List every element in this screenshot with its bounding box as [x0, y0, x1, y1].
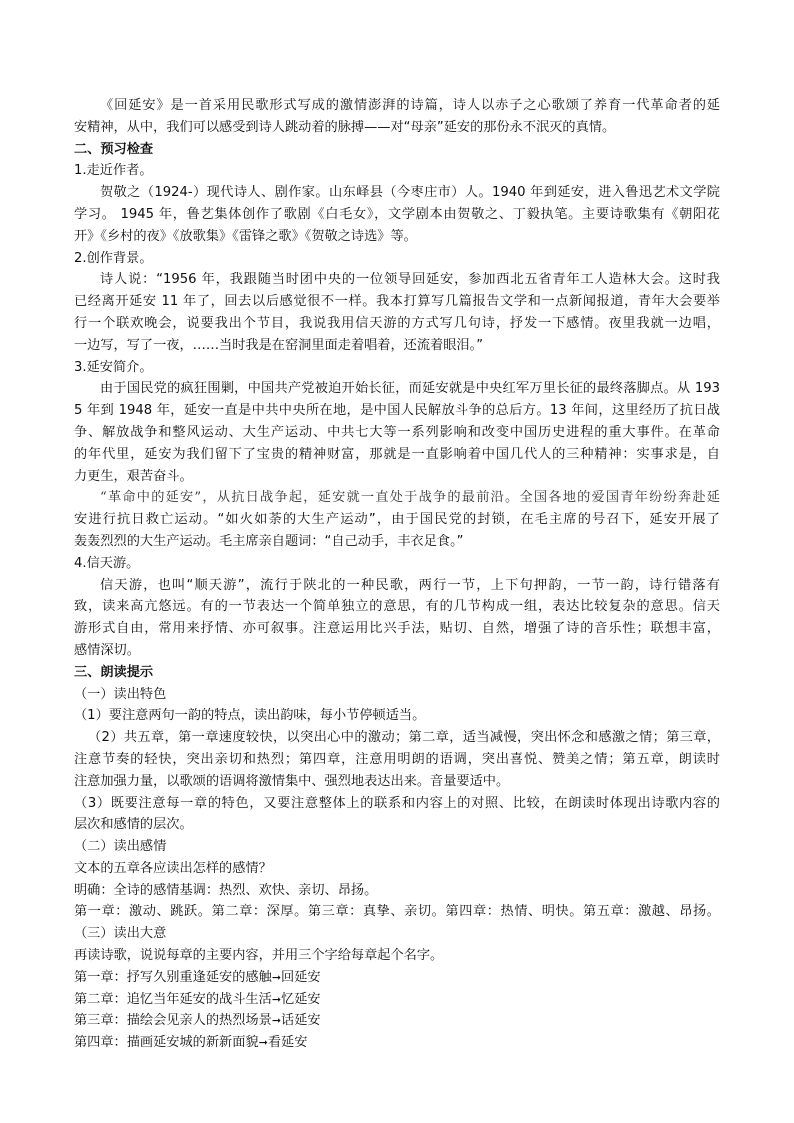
- background-line-3: 行一个联欢晚会，说要我出个节目，我说我用信天游的方式写几句诗，抒发一下感情。夜里我就一边唱，: [74, 315, 720, 331]
- background-line-1: 诗人说：“1956 年，我跟随当时团中央的一位领导回延安，参加西北五省青年工人造林大会。这时我: [100, 272, 720, 288]
- chapter-4-summary: [74, 1032, 720, 1054]
- yanan-line-4: 的年代里，延安为我们留下了宝贵的精神财富，那就是一直影响着中国几代人的三种精神：实事求是，自: [74, 446, 720, 462]
- background-line-2: 已经离开延安 11 年了，回去以后感觉很不一样。我本打算写几篇报告文学和一点新闻报道，青年大会要举: [74, 294, 720, 310]
- yanan-line-3: 争、解放战争和整风运动、大生产运动、中共七大等一系列影响和改变中国历史进程的重大事件。在革命: [74, 424, 720, 440]
- yanan-line-7: 安进行抗日救亡运动。“如火如荼的大生产运动”，由于国民党的封锁，在毛主席的号召下，延安开展了: [74, 512, 720, 528]
- arrow-icon: ➞: [271, 1014, 282, 1028]
- chapter-4-content: 第四章：描画延安城的新新面貌: [74, 1035, 259, 1051]
- yanan-line-8: 轰轰烈烈的大生产运动。毛主席亲自题词：“自己动手，丰衣足食。”: [74, 533, 464, 549]
- meaning-instruction: 再读诗歌，说说每章的主要内容，并用三个字给每章起个名字。: [74, 948, 444, 964]
- chapter-3-content: 第三章：描绘会见亲人的热烈场景: [74, 1013, 272, 1029]
- chapter-1-title: 回延安: [281, 969, 321, 985]
- emotion-chapters: 第一章：激动、跳跃。第二章：深厚。第三章：真挚、亲切。第四章：热情、明快。第五章：激越、昂扬。: [74, 904, 720, 920]
- yanan-line-1: 由于国民党的疯狂围剿，中国共产党被迫开始长征，而延安就是中央红军万里长征的最终落脚点。从 193: [100, 381, 720, 397]
- subheading-author: 1.走近作者。: [74, 163, 153, 179]
- yanan-line-2: 5 年到 1948 年，延安一直是中共中央所在地，是中国人民解放斗争的总后方。13 年间，这里经历了抗日战: [74, 403, 720, 419]
- chapter-1-summary: [74, 967, 720, 989]
- tip-3-line-2: 层次和感情的层次。: [74, 817, 193, 833]
- tip-2-line-1: （2）共五章，第一章速度较快，以突出心中的激动；第二章，适当减慢，突出怀念和感激之情；第三章，: [88, 730, 720, 746]
- subheading-meaning: （三）读出大意: [74, 926, 167, 942]
- arrow-icon: ➞: [271, 992, 282, 1006]
- author-line-3: 开》《乡村的夜》《放歌集》《雷锋之歌》《贺敬之诗选》等。: [74, 228, 417, 244]
- xintianyou-line-3: 游形式自由，常用来抒情、亦可叙事。注意运用比兴手法，贴切、自然，增强了诗的音乐性；联想丰富，: [74, 621, 720, 637]
- chapter-4-title: 看延安: [267, 1035, 308, 1051]
- section-heading-reading-tips: 三、朗读提示: [74, 664, 154, 680]
- emotion-answer: 明确：全诗的感情基调：热烈、欢快、亲切、昂扬。: [74, 882, 378, 898]
- tip-3-line-1: （3）既要注意每一章的特色，又要注意整体上的联系和内容上的对照、比较，在朗读时体现出诗歌内容的: [74, 795, 720, 811]
- document-page: [74, 95, 720, 1054]
- yanan-line-5: 力更生，艰苦奋斗。: [74, 468, 193, 484]
- background-line-4: 一边写，写了一夜，……当时我是在窑洞里面走着唱着，还流着眼泪。”: [74, 337, 484, 353]
- tip-2-line-3: 注意加强力量，以歌颂的语调将激情集中、强烈地表达出来。音量要适中。: [74, 773, 510, 789]
- emotion-question: 文本的五章各应读出怎样的感情？: [74, 860, 272, 876]
- xintianyou-line-2: 致，读来高亢悠远。有的一节表达一个简单独立的意思，有的几节构成一组，表达比较复杂的意思。信天: [74, 599, 720, 615]
- arrow-icon: ➞: [271, 970, 282, 984]
- subheading-background: 2.创作背景。: [74, 250, 153, 266]
- chapter-3-summary: [74, 1010, 720, 1032]
- subheading-features: （一）读出特色: [74, 686, 167, 702]
- yanan-line-6: “革命中的延安”，从抗日战争起，延安就一直处于战争的最前沿。全国各地的爱国青年纷纷奔赴延: [100, 490, 720, 506]
- xintianyou-line-4: 感情深切。: [74, 642, 140, 658]
- tip-2-line-2: 注意节奏的轻快，突出亲切和热烈；第四章，注意用明朗的语调，突出喜悦、赞美之情；第五章，朗读时: [74, 751, 720, 767]
- arrow-icon: ➞: [258, 1036, 268, 1050]
- author-line-2: 学习。 1945 年，鲁艺集体创作了歌剧《白毛女》，文学剧本由贺敬之、丁毅执笔。主要诗歌集有《朝阳花: [74, 206, 720, 222]
- intro-line-1: 《回延安》是一首采用民歌形式写成的激情澎湃的诗篇，诗人以赤子之心歌颂了养育一代革命者的延: [100, 98, 720, 113]
- subheading-xintianyou: 4.信天游。: [74, 555, 140, 571]
- intro-line-2: 安精神，从中，我们可以感受到诗人跳动着的脉搏——对“母亲”延安的那份永不泯灭的真情。: [74, 119, 616, 135]
- subheading-yanan-intro: 3.延安简介。: [74, 359, 153, 375]
- section-heading-preview-check: 二、预习检查: [74, 141, 154, 157]
- xintianyou-line-1: 信天游，也叫“顺天游”，流行于陕北的一种民歌，两行一节，上下句押韵，一节一韵，诗行错落有: [100, 577, 720, 593]
- chapter-3-title: 话延安: [281, 1013, 321, 1029]
- chapter-2-title: 忆延安: [281, 991, 321, 1007]
- tip-1: （1）要注意两句一韵的特点，读出韵味，每小节停顿适当。: [74, 708, 426, 724]
- chapter-2-summary: [74, 989, 720, 1011]
- author-line-1: 贺敬之（1924-）现代诗人、剧作家。山东峄县（今枣庄市）人。1940 年到延安，进入鲁迅艺术文学院: [100, 185, 720, 201]
- chapter-1-content: 第一章：抒写久别重逢延安的感触: [74, 969, 272, 985]
- chapter-2-content: 第二章：追忆当年延安的战斗生活: [74, 991, 272, 1007]
- subheading-emotion: （二）读出感情: [74, 839, 167, 855]
